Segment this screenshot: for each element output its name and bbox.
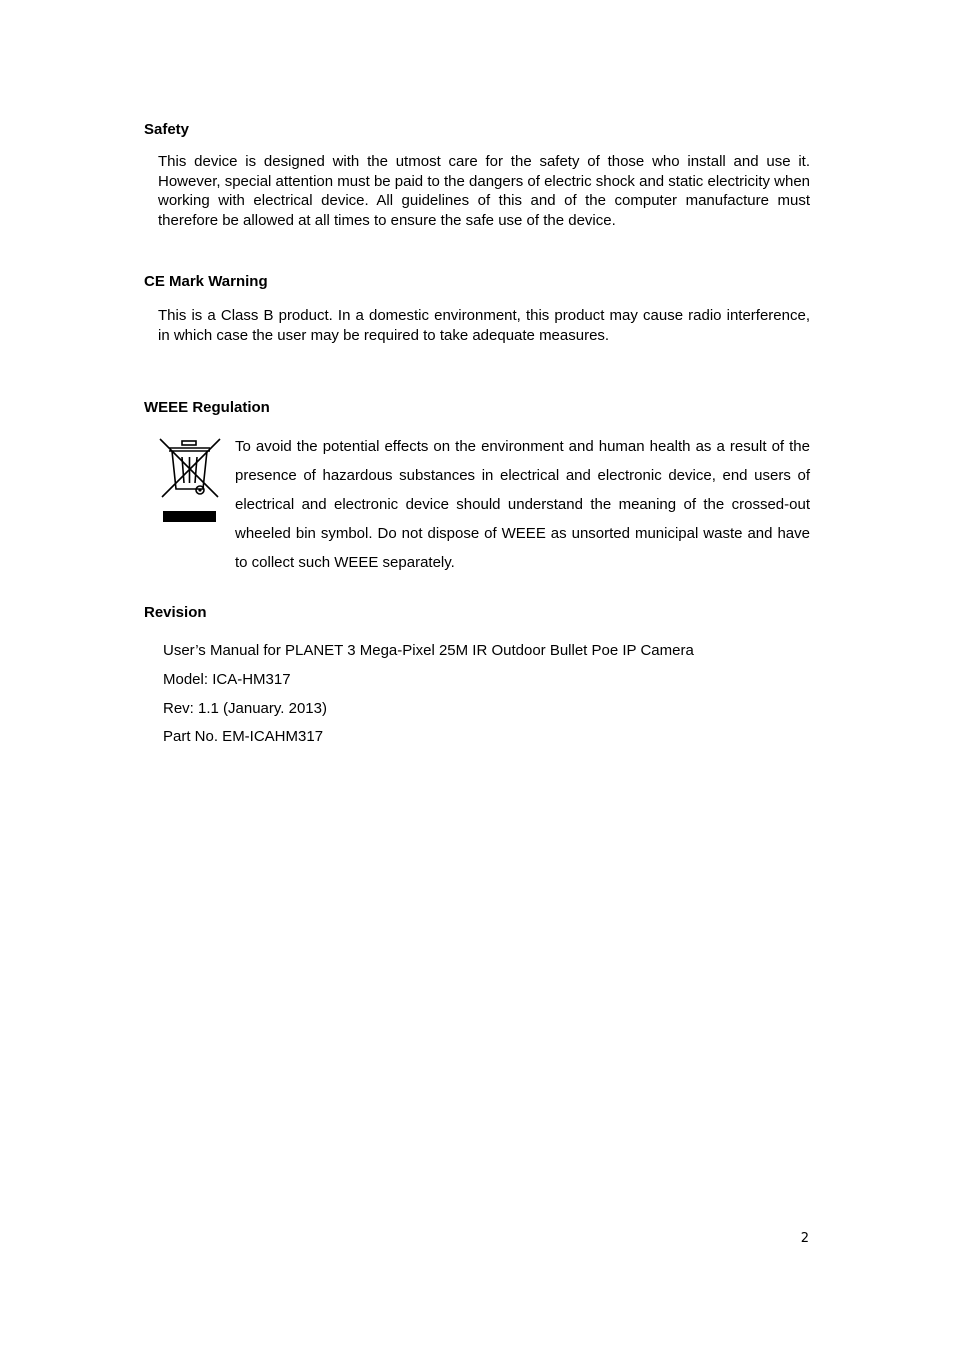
safety-heading: Safety [144, 121, 190, 138]
page-number: 2 [800, 1231, 809, 1246]
crossed-out-wheeled-bin-icon [158, 437, 222, 525]
ce-mark-paragraph: This is a Class B product. In a domestic environment, this product may cause radio interference, in which case the user may be required to take adequate measures. [158, 307, 810, 344]
revision-manual-title: User’s Manual for PLANET 3 Mega-Pixel 25M IR Outdoor Bullet Poe IP Camera [163, 642, 694, 659]
revision-part-number: Part No. EM-ICAHM317 [163, 728, 324, 745]
ce-mark-heading: CE Mark Warning [144, 273, 268, 290]
weee-heading: WEEE Regulation [144, 399, 270, 416]
revision-model: Model: ICA-HM317 [163, 671, 291, 688]
revision-rev: Rev: 1.1 (January. 2013) [163, 700, 327, 717]
safety-paragraph: This device is designed with the utmost care for the safety of those who install and use it. However, special attention must be paid to the dangers of electric shock and static electricity when working with electrical device. All guidelines of this and of the computer manufacture must therefore be allowed at all times to ensure the safe use of the device. [158, 153, 811, 229]
revision-heading: Revision [144, 604, 207, 621]
weee-paragraph: To avoid the potential effects on the environment and human health as a result of the presence of hazardous substances in electrical and electronic device, end users of electrical and electronic device should understand the meaning of the crossed-out wheeled bin symbol. Do not dispose of WEEE as unsorted municipal waste and have to collect such WEEE separately. [235, 438, 810, 571]
